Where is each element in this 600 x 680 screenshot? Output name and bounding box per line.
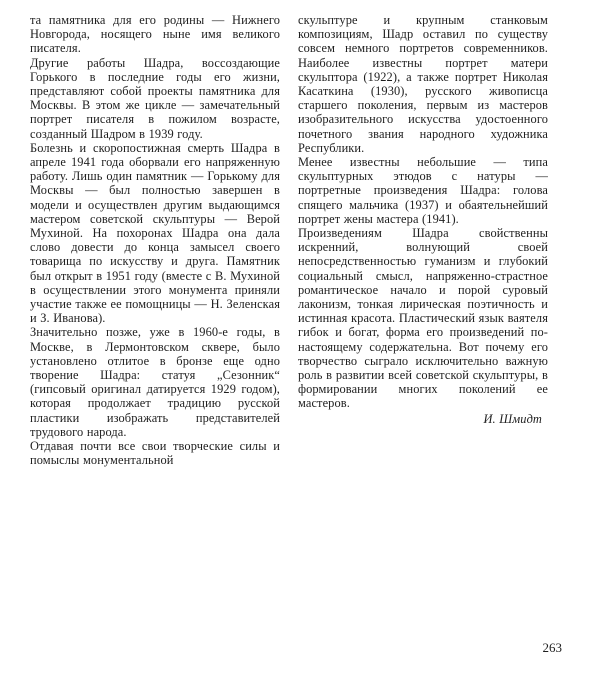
page-number: 263	[542, 640, 562, 655]
left-column	[30, 13, 280, 468]
author-signature: И. Шмидт	[483, 411, 542, 426]
paragraph: Значительно позже, уже в 1960-е годы, в Москве, в Лермонтовском сквере, было установлено отлитое в бронзе еще одно творение Шадра: статуя „Сезонник“ (гипсовый оригинал датируется 1929 годом), которая продолжает традицию русской пластики изображать представителей трудового народа.	[30, 325, 280, 439]
paragraph: Произведениям Шадра свойственны искренний, волнующий своей непосредственностью гуманизм и глубокий социальный смысл, напряженно-страстное романтическое начало и порой суровый лаконизм, тонкая лирическая поэтичность и истинная красота. Пластический язык ваятеля гибок и богат, форма его произведений по-настоящему содержательна. Вот почему его творчество сыграло исключительно важную роль в развитии всей советской скульптуры, в формировании многих поколений ее мастеров.	[298, 226, 548, 411]
text-columns	[30, 13, 570, 468]
right-column	[298, 13, 548, 468]
paragraph: Другие работы Шадра, воссоздающие Горького в последние годы его жизни, представляют собой проекты памятника для Москвы. В этом же цикле — замечательный портрет писателя в пожилом возрасте, созданный Шадром в 1939 году.	[30, 55, 280, 141]
paragraph: Менее известны небольшие — типа скульптурных этюдов с натуры — портретные произведения Шадра: голова спящего мальчика (1937) и обаятельнейший портрет жены мастера (1941).	[298, 155, 548, 226]
paragraph: Отдавая почти все свои творческие силы и помыслы монументальной	[30, 439, 280, 468]
paragraph: скульптуре и крупным станковым композициям, Шадр оставил по существу совсем немного портретов современников. Наиболее известны портрет матери скульптора (1922), а также портрет Николая Касаткина (1930), русского живописца старшего поколения, первым из мастеров изобразительного искусства удостоенного почетного звания народного художника Республики.	[298, 13, 548, 155]
paragraph: Болезнь и скоропостижная смерть Шадра в апреле 1941 года оборвали его напряженную работу. Лишь один памятник — Горькому для Москвы — был полностью завершен в модели и осуществлен другим выдающимся мастером советской скульптуры — Верой Мухиной. На похоронах Шадра она дала слово довести до конца замысел своего товарища по искусству и друга. Памятник был открыт в 1951 году (вместе с В. Мухиной в осуществлении этого монумента приняли участие также ее помощницы — Н. Зеленская и З. Иванова).	[30, 140, 280, 326]
paragraph: та памятника для его родины — Нижнего Новгорода, носящего ныне имя великого писателя.	[30, 13, 280, 56]
